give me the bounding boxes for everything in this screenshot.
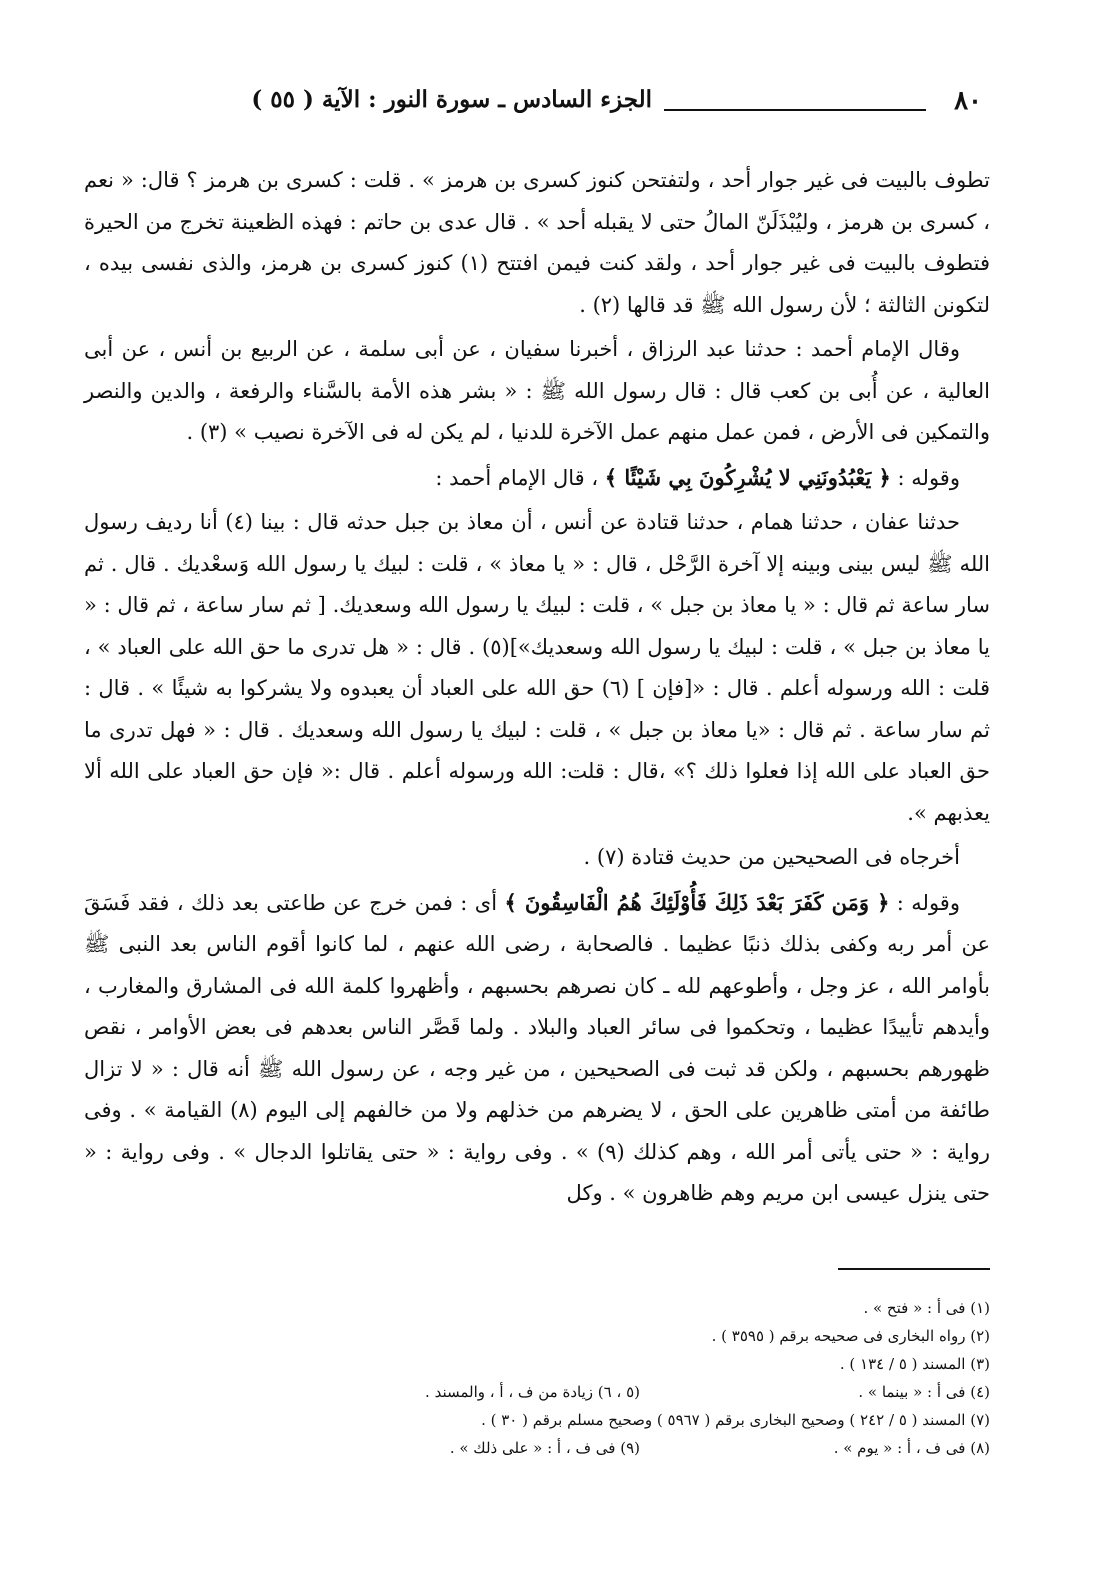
footnote-2: (٢) رواه البخارى فى صحيحه برقم ( ٣٥٩٥ ) .	[711, 1327, 990, 1345]
footnote-row	[84, 1434, 990, 1462]
verse-outro: ، قال الإمام أحمد :	[435, 465, 605, 490]
page-number: ٨٠	[954, 86, 982, 116]
paragraph-sahihayn: أخرجاه فى الصحيحين من حديث قتادة (٧) .	[583, 845, 960, 869]
footnote-7: (٧) المسند ( ٥ / ٢٤٢ ) وصحيح البخارى برقم ( ٥٩٦٧ ) وصحيح مسلم برقم ( ٣٠ ) .	[481, 1411, 990, 1429]
paragraph-verse-quote-1	[84, 457, 990, 500]
running-header	[84, 82, 988, 122]
main-text	[84, 160, 990, 1218]
verse-intro: وقوله :	[889, 890, 960, 915]
footnote-row	[84, 1322, 990, 1350]
footnote-9: (٩) فى ف ، أ : « على ذلك » .	[449, 1439, 640, 1457]
header-rule	[664, 109, 926, 111]
paragraph-verse-quote-2	[84, 882, 990, 1215]
footnotes	[84, 1294, 990, 1462]
footnote-row	[84, 1406, 990, 1434]
verse-intro: وقوله :	[890, 465, 960, 490]
paragraph-continuation: تطوف بالبيت فى غير جوار أحد ، ولتفتحن كنوز كسرى بن هرمز » . قلت : كسرى بن هرمز ؟ قال: « نعم ، كسرى بن هرمز ، وليُبْذَلَنّ المالُ حتى لا يقبله أحد » . قال عدى بن حاتم : فهذه الظعينة تخرج من الحيرة فتطوف بالبيت فى غير جوار أحد ، ولقد كنت فيمن افتتح (١) كنوز كسرى بن هرمز، والذى نفسى بيده ، لتكونن الثالثة ؛ لأن رسول الله ﷺ قد قالها (٢) .	[84, 168, 990, 317]
footnote-separator	[838, 1268, 990, 1270]
footnote-5-6: (٥ ، ٦) زيادة من ف ، أ ، والمسند .	[425, 1383, 640, 1401]
footnote-row	[84, 1294, 990, 1322]
paragraph-muadh-hadith: حدثنا عفان ، حدثنا همام ، حدثنا قتادة عن أنس ، أن معاذ بن جبل حدثه قال : بينا (٤) أنا رديف رسول الله ﷺ ليس بينى وبينه إلا آخرة الرَّحْل ، قال : « يا معاذ » ، قلت : لبيك يا رسول الله وَسعْديك . قال . ثم سار ساعة ثم قال : « يا معاذ بن جبل » ، قلت : لبيك يا رسول الله وسعديك. [ ثم سار ساعة ، ثم قال : « يا معاذ بن جبل » ، قلت : لبيك يا رسول الله وسعديك»](٥) . قال : « هل تدرى ما حق الله على العباد » ، قلت : الله ورسوله أعلم . قال : «[فإن ] (٦) حق الله على العباد أن يعبدوه ولا يشركوا به شيئًا » . قال : ثم سار ساعة . ثم قال : «يا معاذ بن جبل » ، قلت : لبيك يا رسول الله وسعديك . قال : « فهل تدرى ما حق العباد على الله إذا فعلوا ذلك ؟» ،قال : قلت: الله ورسوله أعلم . قال :« فإن حق العباد على الله ألا يعذبهم ».	[84, 510, 990, 825]
paragraph-ahmad-hadith: وقال الإمام أحمد : حدثنا عبد الرزاق ، أخبرنا سفيان ، عن أبى سلمة ، عن الربيع بن أنس ، عن أبى العالية ، عن أُبى بن كعب قال : قال رسول الله ﷺ : « بشر هذه الأمة بالسَّناء والرفعة ، والدين والنصر والتمكين فى الأرض ، فمن عمل منهم عمل الآخرة للدنيا ، لم يكن له فى الآخرة نصيب » (٣) .	[84, 337, 990, 444]
footnote-4: (٤) فى أ : « بينما » .	[858, 1383, 990, 1401]
footnote-row	[84, 1350, 990, 1378]
footnote-8: (٨) فى ف ، أ : « يوم » .	[833, 1439, 990, 1457]
quran-verse-2: ﴿ وَمَن كَفَرَ بَعْدَ ذَلِكَ فَأُوْلَئِكَ هُمُ الْفَاسِقُونَ ﴾	[504, 889, 890, 915]
footnote-3: (٣) المسند ( ٥ / ١٣٤ ) .	[839, 1355, 990, 1373]
verse-commentary: أى : فمن خرج عن طاعتى بعد ذلك ، فقد فَسَقَ عن أمر ربه وكفى بذلك ذنبًا عظيما . فالصحابة ، رضى الله عنهم ، لما كانوا أقوم الناس بعد النبى ﷺ بأوامر الله ، عز وجل ، وأطوعهم لله ـ كان نصرهم بحسبهم ، وأظهروا كلمة الله فى المشارق والمغارب ، وأيدهم تأييدًا عظيما ، وتحكموا فى سائر العباد والبلاد . ولما قَصَّر الناس بعدهم فى بعض الأوامر ، نقص ظهورهم بحسبهم ، ولكن قد ثبت فى الصحيحين ، من غير وجه ، عن رسول الله ﷺ أنه قال : « لا تزال طائفة من أمتى ظاهرين على الحق ، لا يضرهم من خذلهم ولا من خالفهم إلى اليوم (٨) القيامة » . وفى رواية : « حتى يأتى أمر الله ، وهم كذلك (٩) » . وفى رواية : « حتى يقاتلوا الدجال » . وفى رواية : « حتى ينزل عيسى ابن مريم وهم ظاهرون » . وكل	[84, 890, 991, 1205]
footnote-row	[84, 1378, 990, 1406]
running-title: الجزء السادس ـ سورة النور : الآية ( ٥٥ )	[251, 86, 652, 113]
quran-verse-1: ﴿ يَعْبُدُونَنِي لا يُشْرِكُونَ بِي شَيْئًا ﴾	[604, 464, 891, 490]
footnote-1: (١) فى أ : « فتح » .	[863, 1299, 990, 1317]
